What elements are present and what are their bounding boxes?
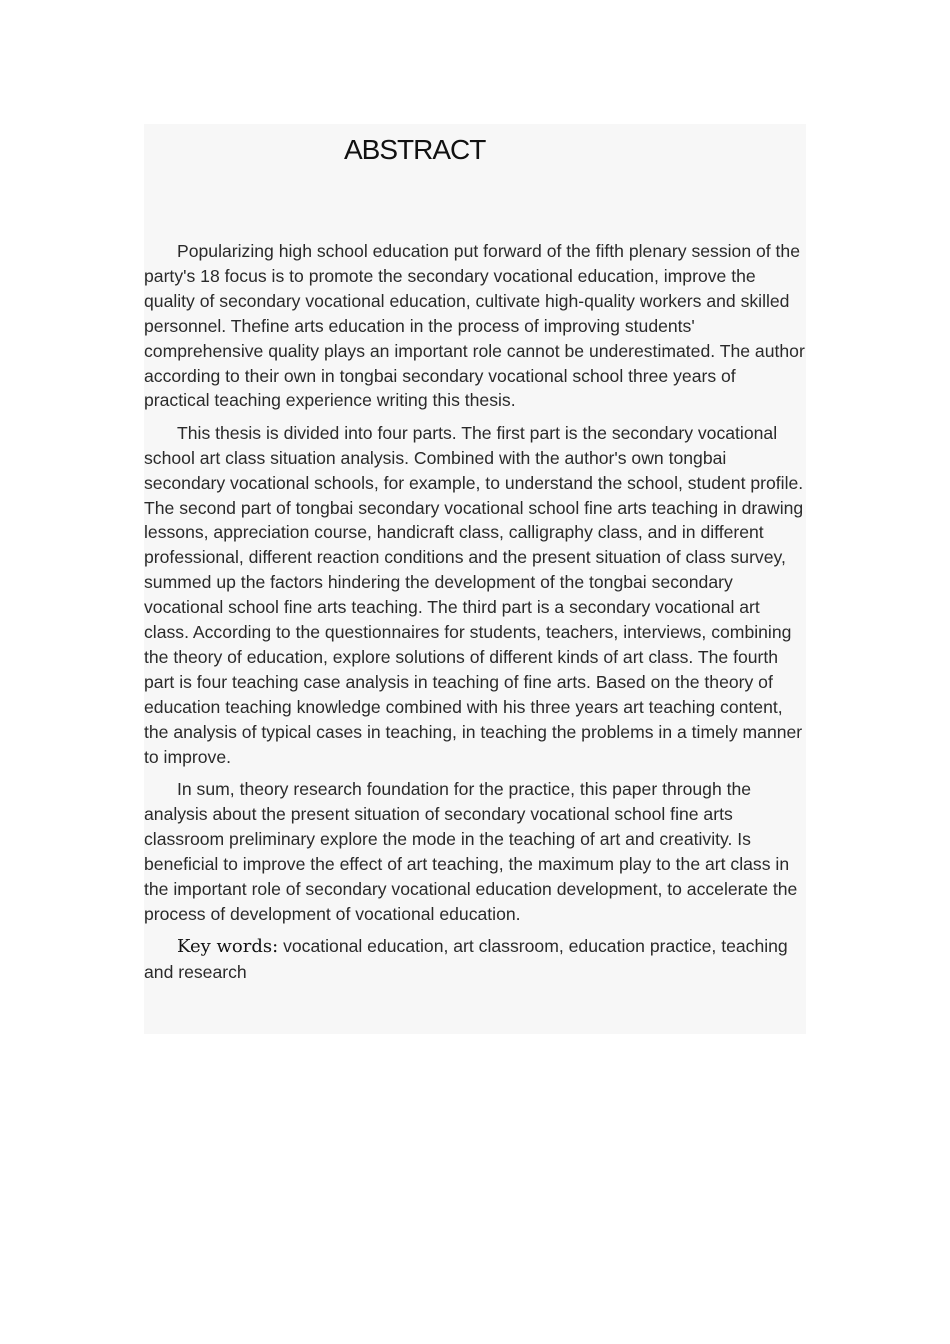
keywords-text: vocational education, art classroom, education practice, teaching and research	[144, 935, 788, 982]
keywords-line	[144, 934, 806, 985]
page-title: ABSTRACT	[344, 134, 486, 165]
abstract-body	[144, 239, 806, 985]
abstract-paragraph-1: Popularizing high school education put forward of the fifth plenary session of the party's 18 focus is to promote the secondary vocational education, improve the quality of secondary vocational education, cultivate high-quality workers and skilled personnel. Thefine arts education in the process of improving students' comprehensive quality plays an important role cannot be underestimated. The author according to their own in tongbai secondary vocational school three years of practical teaching experience writing this thesis.	[144, 241, 805, 411]
keywords-label: Key words:	[177, 935, 279, 957]
abstract-paragraph-3: In sum, theory research foundation for the practice, this paper through the analysis about the present situation of secondary vocational school fine arts classroom preliminary explore the mode in the teaching of art and creativity. Is beneficial to improve the effect of art teaching, the maximum play to the art class in the important role of secondary vocational education development, to accelerate the process of development of vocational education.	[144, 779, 798, 924]
abstract-paragraph-2: This thesis is divided into four parts. The first part is the secondary vocational school art class situation analysis. Combined with the author's own tongbai secondary vocational schools, for example, to understand the school, student profile. The second part of tongbai secondary vocational school fine arts teaching in drawing lessons, appreciation course, handicraft class, calligraphy class, and in different professional, different reaction conditions and the present situation of class survey, summed up the factors hindering the development of the tongbai secondary vocational school fine arts teaching. The third part is a secondary vocational art class. According to the questionnaires for students, teachers, interviews, combining the theory of education, explore solutions of different kinds of art class. The fourth part is four teaching case analysis in teaching of fine arts. Based on the theory of education teaching knowledge combined with his three years art teaching content, the analysis of typical cases in teaching, in teaching the problems in a timely manner to improve.	[144, 422, 804, 767]
abstract-panel	[144, 124, 806, 1034]
